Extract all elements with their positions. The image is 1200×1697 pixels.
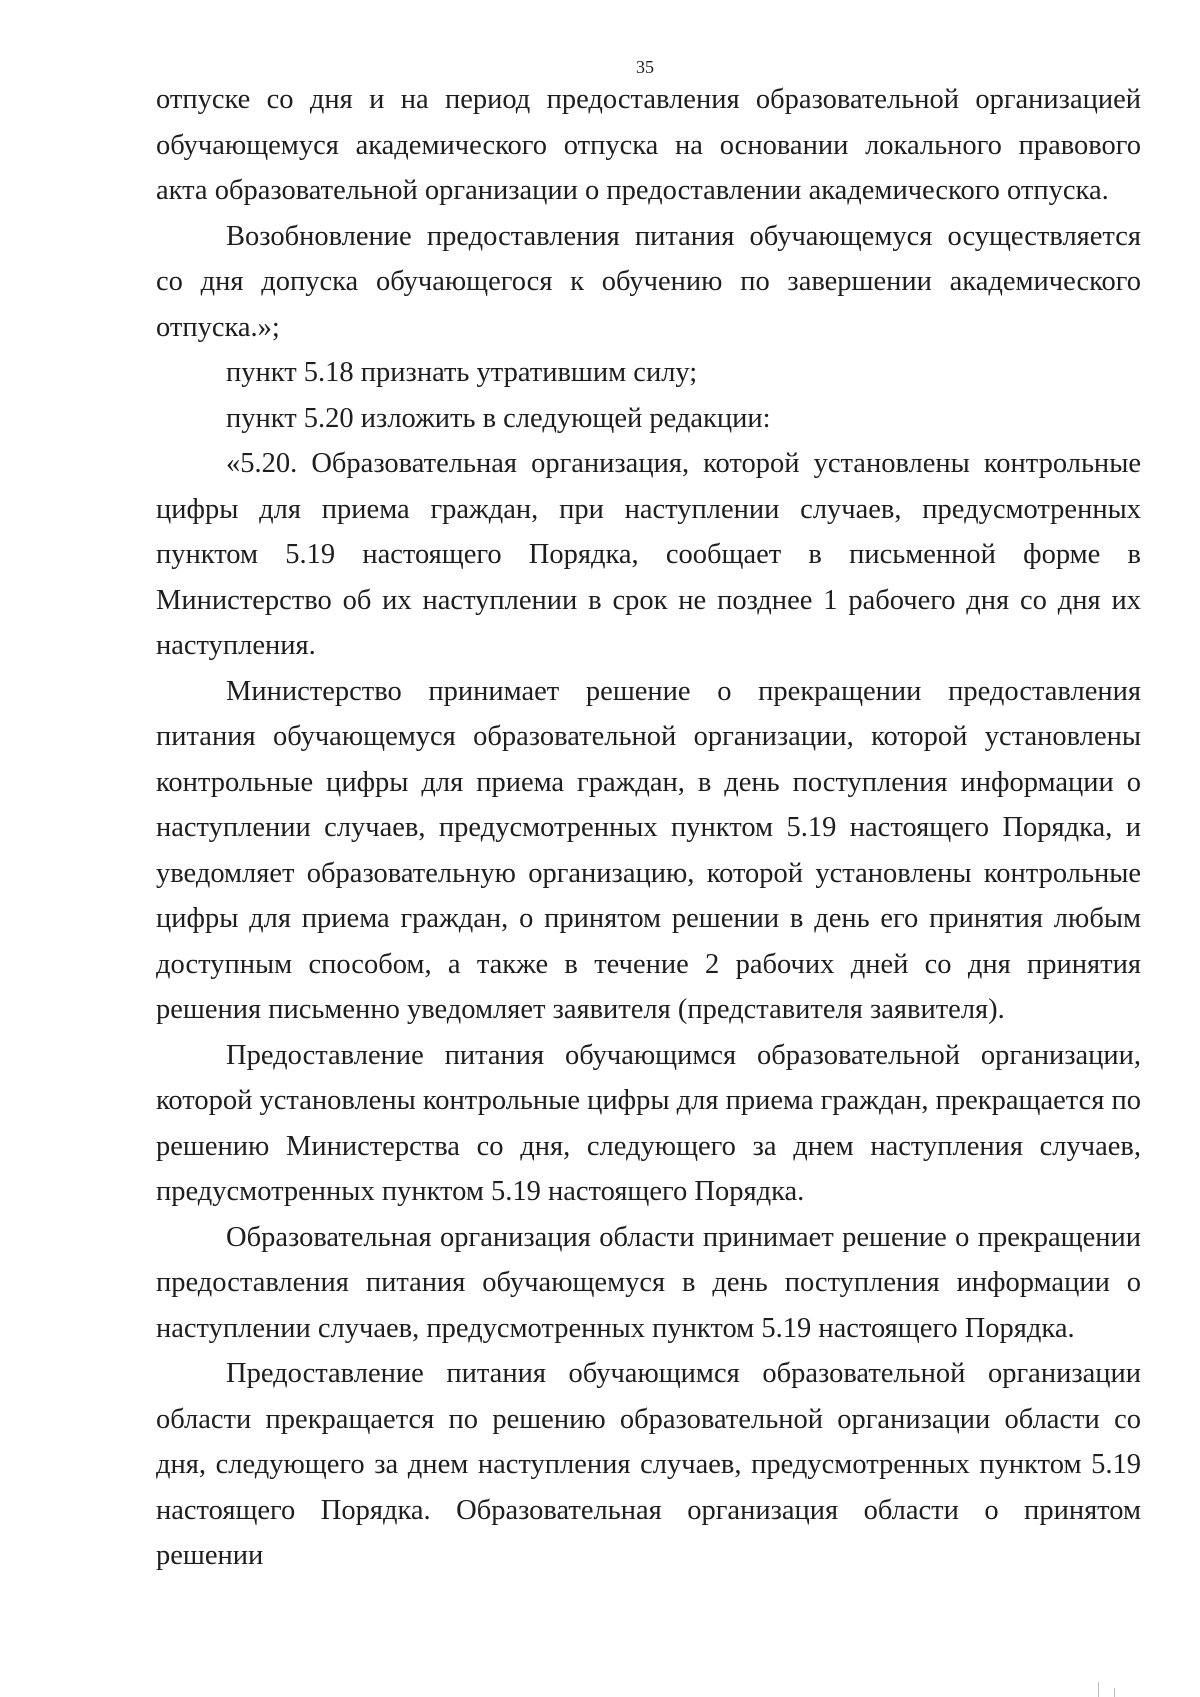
- document-body: [156, 77, 1141, 1579]
- paragraph-1: отпуске со дня и на период предоставления образовательной организацией обучающемуся академического отпуска на основании локального правового акта образовательной организации о предоставлении академического отпуска.: [156, 84, 1141, 206]
- paragraph-6: Министерство принимает решение о прекращении предоставления питания обучающемуся образовательной организации, которой установлены контрольные цифры для приема граждан, в день поступления информации о наступлении случаев, предусмотренных пунктом 5.19 настоящего Порядка, и уведомляет образовательную организацию, которой установлены контрольные цифры для приема граждан, о принятом решении в день его принятия любым доступным способом, а также в течение 2 рабочих дней со дня принятия решения письменно уведомляет заявителя (представителя заявителя).: [156, 675, 1141, 1025]
- paragraph-3: пункт 5.18 признать утратившим силу;: [226, 357, 698, 388]
- paragraph-5: «5.20. Образовательная организация, которой установлены контрольные цифры для приема граждан, при наступлении случаев, предусмотренных пунктом 5.19 настоящего Порядка, сообщает в письменной форме в Министерство об их наступлении в срок не позднее 1 рабочего дня со дня их наступления.: [156, 448, 1141, 661]
- paragraph-2: Возобновление предоставления питания обучающемуся осуществляется со дня допуска обучающегося к обучению по завершении академического отпуска.»;: [156, 220, 1141, 343]
- page-number: 35: [636, 57, 654, 77]
- paragraph-7: Предоставление питания обучающимся образовательной организации, которой установлены контрольные цифры для приема граждан, прекращается по решению Министерства со дня, следующего за днем наступления случаев, предусмотренных пунктом 5.19 настоящего Порядка.: [156, 1039, 1141, 1207]
- paragraph-9: Предоставление питания обучающимся образовательной организации области прекращается по решению образовательной организации области со дня, следующего за днем наступления случаев, предусмотренных пунктом 5.19 настоящего Порядка. Образовательная организация области о принятом решении: [156, 1358, 1141, 1571]
- scan-mark: [1114, 1688, 1115, 1697]
- paragraph-4: пункт 5.20 изложить в следующей редакции:: [226, 402, 771, 434]
- paragraph-8: Образовательная организация области принимает решение о прекращении предоставления питания обучающемуся в день поступления информации о наступлении случаев, предусмотренных пунктом 5.19 настоящего Порядка.: [156, 1221, 1141, 1344]
- scan-mark: [1098, 1682, 1099, 1697]
